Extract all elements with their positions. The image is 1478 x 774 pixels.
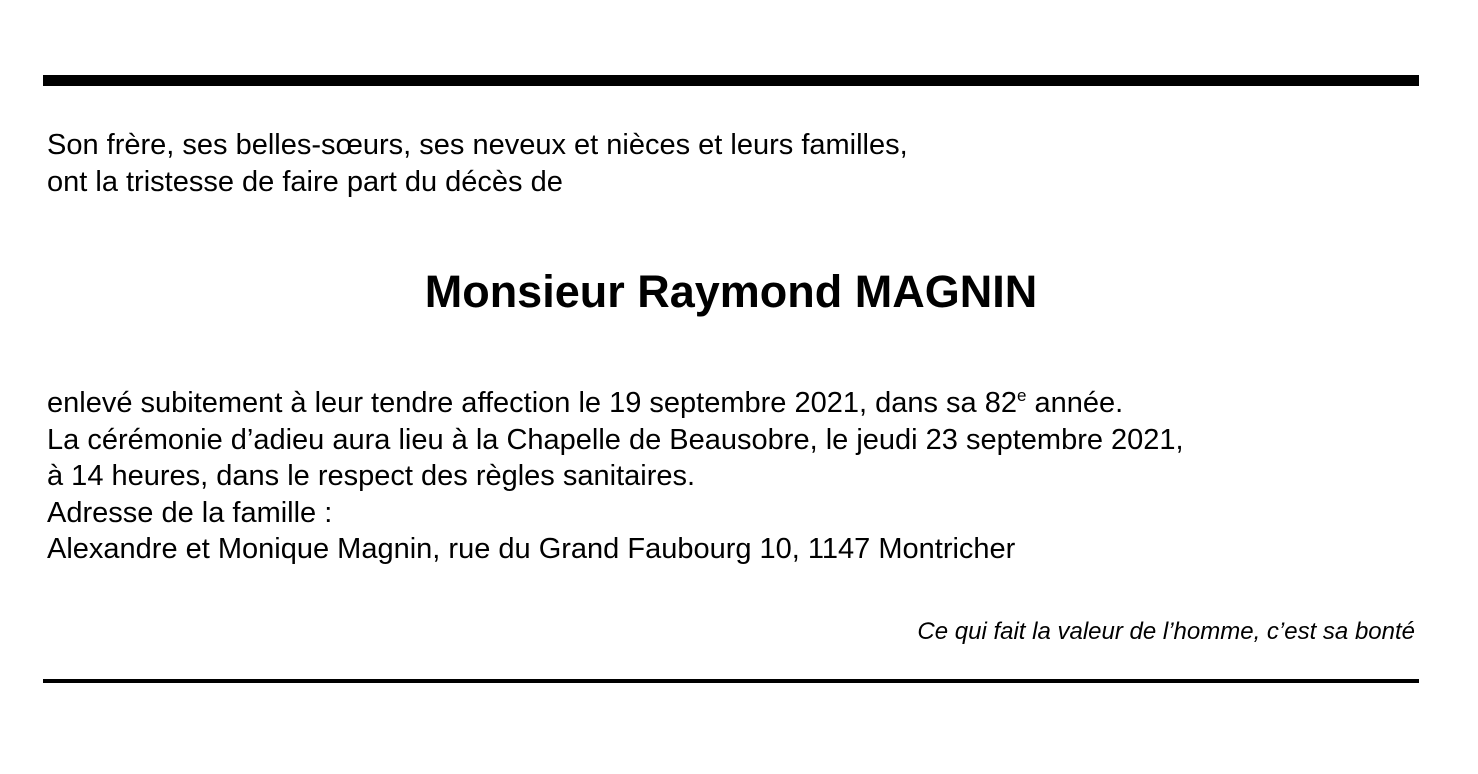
motto-quote: Ce qui fait la valeur de l’homme, c’est sa bonté (917, 618, 1415, 645)
death-line-end: année. (1026, 387, 1124, 419)
ordinal-suffix: e (1017, 386, 1027, 405)
intro-text (47, 127, 908, 201)
ceremony-line: La cérémonie d’adieu aura lieu à la Chapelle de Beausobre, le jeudi 23 septembre 2021, (47, 423, 1184, 456)
ceremony-line: à 14 heures, dans le respect des règles sanitaires. (47, 460, 696, 492)
notice-body (47, 385, 1184, 568)
address-label: Adresse de la famille : (47, 496, 333, 529)
top-border-rule (43, 75, 1419, 86)
death-line-text: enlevé subitement à leur tendre affection le 19 septembre 2021, dans sa 82 (47, 387, 1017, 419)
death-line (47, 385, 1184, 422)
deceased-name: Monsieur Raymond MAGNIN (424, 266, 1038, 317)
family-address: Alexandre et Monique Magnin, rue du Grand Faubourg 10, 1147 Montricher (47, 533, 1016, 565)
intro-line: Son frère, ses belles-sœurs, ses neveux et nièces et leurs familles, (47, 129, 908, 161)
intro-line: ont la tristesse de faire part du décès de (47, 166, 563, 198)
bottom-border-rule (43, 679, 1419, 683)
